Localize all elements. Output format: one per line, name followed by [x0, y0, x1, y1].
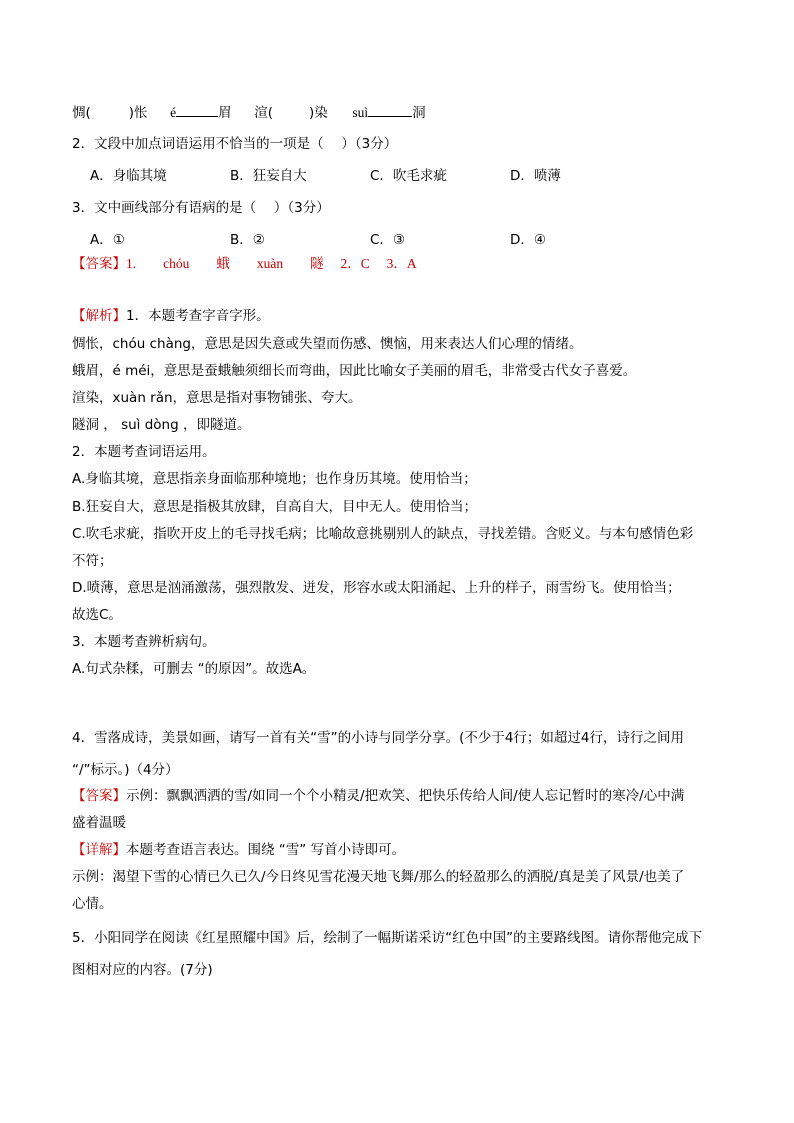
q4-answer-text-0: 示例：飘飘洒洒的雪/如同一个个小精灵/把欢笑、把快乐传给人间/使人忘记暂时的寒冷/心中满	[126, 788, 685, 804]
q4-answer-line-1: 盛着温暖	[72, 815, 126, 831]
q2-option-b: B．狂妄自大	[230, 168, 307, 184]
q1-word3-suffix: )染	[309, 105, 328, 121]
analysis-line-6: A.身临其境，意思指亲身面临那种境地；也作身历其境。使用恰当；	[72, 471, 477, 487]
q1-blank-4	[368, 102, 412, 117]
q1-blank-2	[176, 102, 218, 117]
q4-detail-line-1: 示例：渴望下雪的心情已久已久/今日终见雪花漫天地飞舞/那么的轻盈那么的洒脱/真是美了风景/也美了	[72, 869, 685, 885]
q1-word1-suffix: )怅	[128, 105, 148, 121]
q1-word4-pinyin: suì	[352, 105, 369, 120]
q1-word2-suffix: 眉	[218, 105, 232, 121]
analysis-line-10: D.喷薄，意思是汹涌激荡，强烈散发、迸发，形容水或太阳涌起、上升的样子，雨雪纷飞。使用恰当；	[72, 580, 681, 596]
q1-word2-pinyin: é	[170, 105, 177, 120]
answer-tag: 【答案】	[72, 256, 126, 272]
q5-stem-line-0: 5．小阳同学在阅读《红星照耀中国》后，绘制了一幅斯诺采访“红色中国”的主要路线图。请你帮他完成下	[72, 930, 703, 946]
analysis-line-4: 隧洞 ， suì dòng ，即隧道。	[72, 417, 251, 433]
q4-detail-text-0: 本题考查语言表达。围绕 “雪” 写首小诗即可。	[126, 842, 406, 858]
analysis-tag: 【解析】	[72, 308, 126, 324]
analysis-line-13: A.句式杂糅，可删去 “的原因”。故选A。	[72, 661, 316, 677]
q3-option-c: C．③	[370, 232, 406, 248]
q4-detail-line-2: 心情。	[72, 896, 113, 912]
q3-option-b: B．②	[230, 232, 265, 248]
q4-detail-line-0	[72, 840, 405, 860]
q4-answer-line-0	[72, 786, 684, 806]
q3-options	[90, 230, 546, 250]
analysis-line-2: 蛾眉，é méi，意思是蚕蛾触须细长而弯曲，因此比喻女子美丽的眉毛，非常受古代女子喜爱。	[72, 363, 637, 379]
analysis-line-5: 2．本题考查词语运用。	[72, 444, 216, 460]
q4-stem-line-0: 4．雪落成诗，美景如画，请写一首有关“雪”的小诗与同学分享。(不少于4行；如超过4行，诗行之间用	[72, 730, 685, 746]
q3-option-a: A．①	[90, 232, 125, 248]
analysis-line-11: 故选C。	[72, 607, 122, 623]
q1-line	[72, 102, 426, 123]
q3-stem: 3．文中画线部分有语病的是（ ）（3分）	[72, 200, 330, 216]
q4-stem-line-1: “/”标示。)（4分）	[72, 762, 179, 778]
analysis-line-0	[72, 306, 270, 326]
q2-stem: 2．文段中加点词语运用不恰当的一项是（ ）（3分）	[72, 136, 398, 152]
q3-option-d: D．④	[510, 232, 546, 248]
q2-option-a: A．身临其境	[90, 168, 167, 184]
q4-detail-tag: 【详解】	[72, 842, 126, 858]
q1-word3-prefix: 渲(	[254, 105, 274, 121]
answer-body: 1. chóu 蛾 xuàn 隧 2．C 3．A	[126, 256, 417, 271]
analysis-line-9: 不符；	[72, 553, 113, 569]
q1-word4-suffix: 洞	[412, 105, 426, 121]
analysis-text-0: 1．本题考查字音字形。	[126, 308, 270, 324]
answer-1-3	[72, 254, 417, 274]
analysis-line-8: C.吹毛求疵，指吹开皮上的毛寻找毛病；比喻故意挑剔别人的缺点，寻找差错。含贬义。与本句感情色彩	[72, 526, 694, 542]
analysis-line-7: B.狂妄自大，意思是指极其放肆，自高自大，目中无人。使用恰当；	[72, 499, 478, 515]
q4-answer-tag: 【答案】	[72, 788, 126, 804]
q1-word1-prefix: 惆(	[72, 105, 91, 121]
q2-options	[90, 166, 561, 186]
q2-option-d: D．喷薄	[510, 168, 561, 184]
analysis-line-1: 惆怅，chóu chàng，意思是因失意或失望而伤感、懊恼，用来表达人们心理的情绪。	[72, 336, 583, 352]
analysis-line-3: 渲染，xuàn rǎn，意思是指对事物铺张、夸大。	[72, 390, 362, 406]
analysis-line-12: 3．本题考查辨析病句。	[72, 634, 216, 650]
q2-option-c: C．吹毛求疵	[370, 168, 447, 184]
q5-stem-line-1: 图相对应的内容。(7分)	[72, 962, 213, 978]
